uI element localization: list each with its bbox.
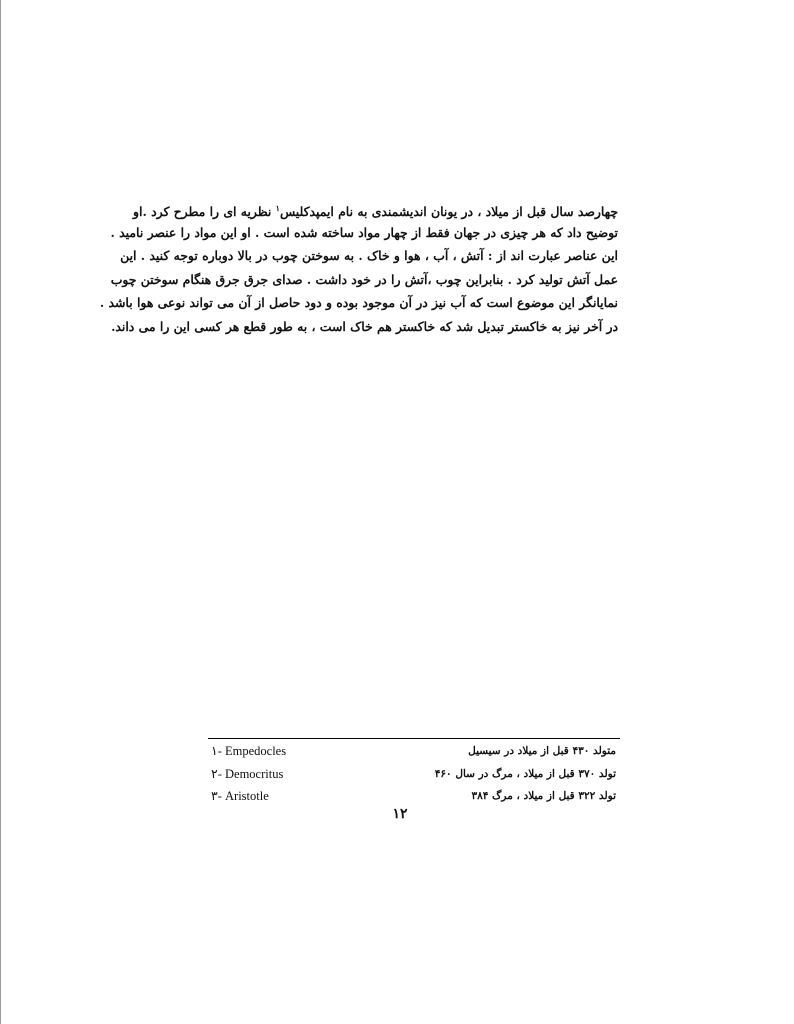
body-paragraph (99, 197, 618, 339)
footnote-reference: ۱ (275, 203, 280, 213)
footnote-description: متولد ۴۳۰ قبل از میلاد در سیسیل (468, 745, 616, 757)
footnote-latin-name: ۲- Democritus (211, 767, 284, 781)
footnote-latin-name: ۱- Empedocles (211, 744, 287, 758)
footnote-description: تولد ۳۷۰ قبل از میلاد ، مرگ در سال ۴۶۰ (434, 768, 616, 780)
footnote-divider (208, 738, 620, 739)
page-number: ۱۲ (392, 806, 408, 822)
footnote-description: تولد ۳۲۲ قبل از میلاد ، مرگ ۳۸۴ (471, 790, 616, 802)
paragraph-line: عمل آتش تولید کرد . بنابراین چوب ،آتش را در خود داشت . صدای جرق جرق هنگام سوختن چوب (110, 271, 618, 287)
paragraph-line: در آخر نیز به خاکستر تبدیل شد که خاکستر هم خاک است ، به طور قطع هر کسی این را می داند. (111, 318, 618, 334)
paragraph-line: این عناصر عبارت اند از : آتش ، آب ، هوا و خاک . به سوختن چوب در بالا دوباره توجه کنید . این (120, 248, 618, 264)
paragraph-line: توضیح داد که هر چیزی در جهان فقط از چهار مواد ساخته شده است . او این مواد را عنصر نامید . (110, 224, 618, 240)
paragraph-line: نمایانگر این موضوع است که آب نیز در آن موجود بوده و دود حاصل از آن می تواند نوعی هوا باشد . (99, 295, 618, 311)
footnote-latin-name: ۳- Aristotle (211, 789, 269, 803)
paragraph-line: چهارصد سال قبل از میلاد ، در یونان اندیشمندی به نام ایمپدکلیس$^۱$ نظریه ای را مطرح کرد .او (133, 203, 618, 220)
